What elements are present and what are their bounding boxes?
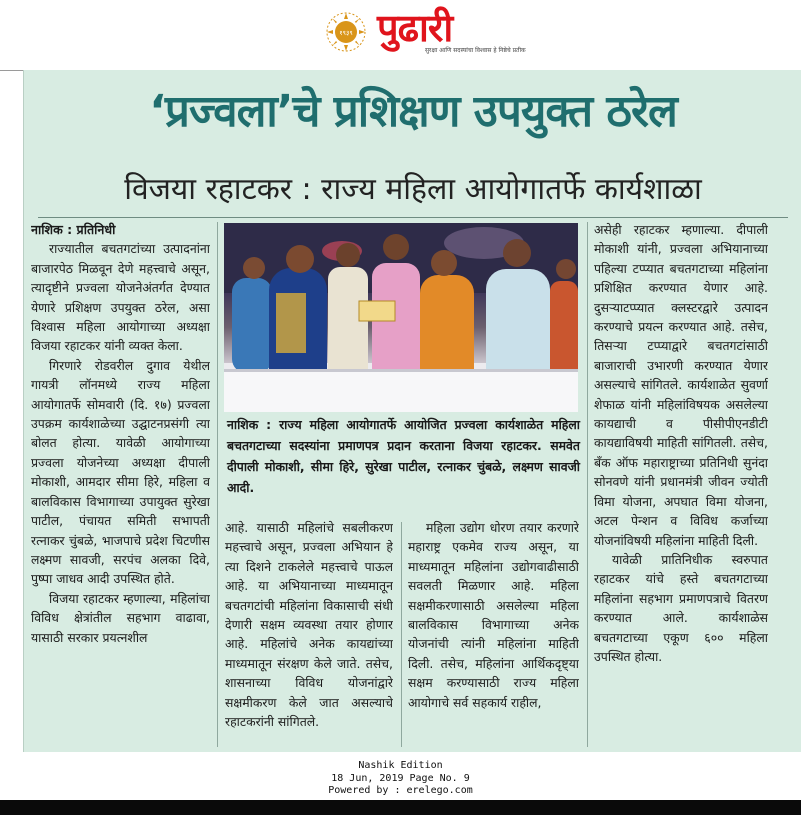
article-headline: ‘प्रज्वला’चे प्रशिक्षण उपयुक्त ठरेल xyxy=(149,86,677,137)
news-photo xyxy=(224,223,578,412)
paragraph: यावेळी प्रातिनिधीक स्वरुपात रहाटकर यांचे हस्ते बचतगटाच्या महिलांना सहभाग प्रमाणपत्राचे वितरण करण्यात आले. कार्यशाळेस बचतगटाच्या एकूण ६०० महिला उपस्थित होत्या. xyxy=(594,551,768,664)
column-divider xyxy=(217,222,218,747)
article-column-1 xyxy=(31,220,210,750)
paragraph: आहे. यासाठी महिलांचे सबलीकरण महत्त्वाचे असून, प्रज्वला अभियान हे त्या दिशने टाकलेले महत्त्वाचे पाऊल आहे. या अभियानाच्या माध्यमातून बचतगटांची महिलांना विकासाची संधी देणारी सक्षम व्यवस्था तयार होणार आहे. महिलांचे अनेक कायद्यांच्या माध्यमातून संरक्षण केले जाते. तसेच, शासनाच्या विविध योजनांद्वारे सक्षमीकरण केले जात असल्याचे रहाटकरांनी सांगितले. xyxy=(225,520,393,730)
news-article xyxy=(23,70,801,752)
divider xyxy=(38,217,788,218)
newspaper-logo: पुढारी xyxy=(377,5,453,50)
paragraph: विजया रहाटकर म्हणाल्या, महिलांचा विविध क्षेत्रांतील सहभाग वाढावा, यासाठी सरकार प्रयत्नशील xyxy=(31,590,210,645)
column-divider xyxy=(587,222,588,747)
masthead xyxy=(0,0,801,71)
paragraph: असेही रहाटकर म्हणाल्या. दीपाली मोकाशी यांनी, प्रज्वला अभियानाच्या पहिल्या टप्प्यात बचतगटाच्या महिलांना प्रशिक्षित करण्यात येणार आहे. दुसऱ्याटप्प्यात क्लस्टरद्वारे उत्पादन करण्याचे प्रयत्न करण्यात आहे. तसेच, तिसऱ्या टप्प्याद्वारे बचतगटांसाठी बाजाराची उभारणी करण्यात येणार असल्याचे सांगितले. कार्यशाळेत सुवर्णा शेफाळ यांनी महिलांविषयक असलेल्या कायद्याची व पीसीपीएनडीटी कायद्याविषयी माहिती सांगितली. तसेच, बँक ऑफ महाराष्ट्राच्या प्रतिनिधी सुनंदा सोनवणे यांनी प्रधानमंत्री जीवन ज्योती विमा योजना, अपघात विमा योजना, अटल पेन्शन व विविध कर्जाच्या योजनांविषयी महिलांना माहिती दिली. xyxy=(594,222,768,548)
article-column-3 xyxy=(408,518,579,746)
ceremony-photo-illustration xyxy=(224,223,578,412)
column-divider xyxy=(401,522,402,747)
edition-date-page: 18 Jun, 2019 Page No. 9 xyxy=(331,772,470,784)
photo-caption: नाशिक : राज्य महिला आयोगातर्फे आयोजित प्रज्वला कार्यशाळेत महिला बचतगटाच्या सदस्यांना प्रमाणपत्र प्रदान करताना विजया रहाटकर. समवेत दीपाली मोकाशी, सीमा हिरे, सुरेखा पाटील, रत्नाकर चुंबळे, लक्ष्मण सावजी आदी. xyxy=(227,417,580,495)
edition-name: Nashik Edition xyxy=(358,760,443,771)
article-column-2 xyxy=(225,518,393,746)
paragraph: राज्यातील बचतगटांच्या उत्पादनांना बाजारपेठ मिळवून देणे महत्त्वाचे असून, त्यादृष्टीने प्रज्वला योजनेअंतर्गत देण्यात येणारे प्रशिक्षण उपयुक्त ठरेल, असा विश्वास महिला आयोगाच्या अध्यक्षा विजया रहाटकर यांनी व्यक्त केला. xyxy=(31,241,210,354)
paragraph: गिरणारे रोडवरील दुगाव येथील गायत्री लॉनमध्ये राज्य महिला आयोगातर्फे सोमवारी (दि. १७) प्रज्वला उपक्रम कार्यशाळेच्या उद्घाटनप्रसंगी त्या बोलत होत्या. यावेळी आयोगाच्या प्रज्वला योजनेच्या अध्यक्षा दीपाली मोकाशी, आमदार सीमा हिरे, महिला व बालविकास विभागाच्या उपायुक्त सुरेखा पाटील, पंचायत समिती सभापती रत्नाकर चुंबळे, भाजपाचे प्रदेश चिटणीस लक्ष्मण सावजी, सरपंच अलका दिवे, पुष्पा जाधव आदी उपस्थित होते. xyxy=(31,357,210,587)
sun-emblem-icon xyxy=(326,12,366,52)
article-subhead: विजया रहाटकर : राज्य महिला आयोगातर्फे कार्यशाळा xyxy=(124,172,702,207)
article-column-4 xyxy=(594,220,768,750)
emblem-year: १९३९ xyxy=(339,29,353,37)
byline: नाशिक : प्रतिनिधी xyxy=(31,222,116,237)
edition-footer xyxy=(0,760,801,798)
bottom-bar xyxy=(0,800,801,815)
powered-by: Powered by : erelego.com xyxy=(328,785,473,796)
paragraph: महिला उद्योग धोरण तयार करणारे महाराष्ट्र एकमेव राज्य असून, या माध्यमातून महिलांना उद्योगवाढीसाठी सवलती मिळणार आहे. महिला सक्षमीकरणासाठी असलेल्या महिला बालविकास विभागाच्या अनेक योजनांची त्यांनी महिलांना माहिती दिली. तसेच, महिलांना आर्थिकदृष्ट्या सक्षम करण्यासाठी राज्य महिला आयोगाचे सर्व सहकार्य राहील, xyxy=(408,520,579,710)
logo-tagline: सुरक्षा आणि सदस्यांचा विश्वास हे निष्ठेचे प्रतीक xyxy=(425,47,526,54)
